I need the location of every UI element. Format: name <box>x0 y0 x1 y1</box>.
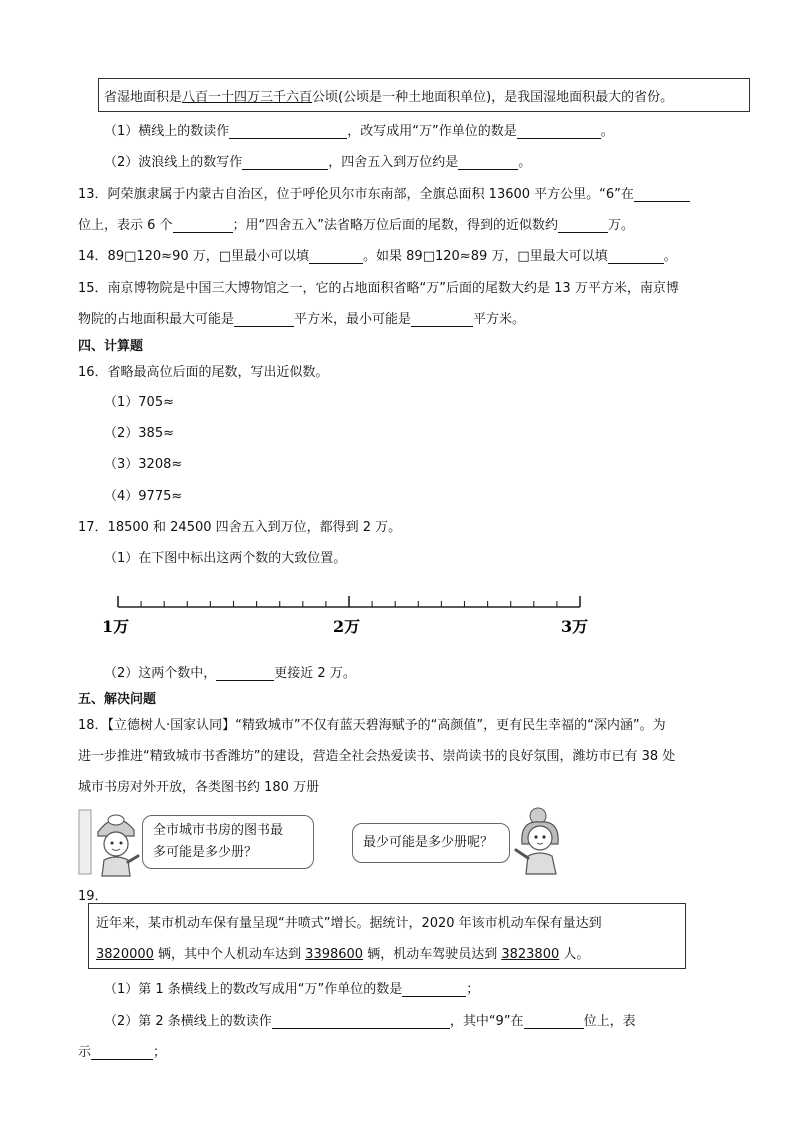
q17-stem: 17．18500 和 24500 四舍五入到万位，都得到 2 万。 <box>78 520 402 535</box>
q16-stem: 16．省略最高位后面的尾数，写出近似数。 <box>78 365 329 380</box>
q15-text-b: 物院的占地面积最大可能是 <box>78 312 235 327</box>
answer-blank[interactable] <box>234 312 294 327</box>
q19-part2-cont <box>78 1041 166 1060</box>
q12-part1-end: 。 <box>600 124 614 139</box>
q12-passage-text-a: 省湿地面积是 <box>104 90 183 105</box>
q13-text-c: ；用“四舍五入”法省略万位后面的尾数，得到的近似数约 <box>232 218 559 233</box>
q18-line2: 进一步推进“精致城市书香潍坊”的建设，营造全社会热爱读书、崇尚读书的良好氛围，潍坊市已有 38 处 <box>78 749 676 764</box>
axis-label-2wan: 2万 <box>333 617 361 636</box>
q19-passage-text-c: 人。 <box>559 947 590 962</box>
q12-part2-end: 。 <box>518 155 532 170</box>
answer-blank[interactable] <box>173 218 233 233</box>
q13-text-d: 万。 <box>608 218 635 233</box>
number-line <box>100 590 600 640</box>
answer-blank[interactable] <box>608 249 664 264</box>
q19-passage-line1: 近年来，某市机动车保有量呈现“井喷式”增长。据统计，2020 年该市机动车保有量达到 <box>96 916 602 931</box>
q12-part2 <box>104 151 531 170</box>
q19-underlined-number-1: 3820000 <box>96 947 154 962</box>
q12-part2-text: （2）波浪线上的数写作 <box>104 155 243 170</box>
q12-passage-text-b: 公顷(公顷是一种土地面积单位)，是我国湿地面积最大的省份。 <box>312 90 674 105</box>
q16-item-2: （2）385≈ <box>104 426 174 441</box>
axis-label-3wan: 3万 <box>561 617 589 636</box>
q19-passage-text-a: 辆，其中个人机动车达到 <box>153 947 306 962</box>
q19-part2-text-b: ，其中“9”在 <box>449 1014 524 1029</box>
q19-part2 <box>104 1010 636 1029</box>
boy-illustration <box>78 806 140 878</box>
q19-part1 <box>104 978 479 997</box>
answer-blank[interactable] <box>524 1014 584 1029</box>
girl-illustration <box>510 804 572 876</box>
q19-part2-text-c: 位上，表 <box>583 1014 636 1029</box>
bubble-girl-text: 最少可能是多少册呢？ <box>363 835 494 850</box>
q15-line1 <box>78 277 679 296</box>
q13-line2 <box>78 214 634 233</box>
q16-item-3: （3）3208≈ <box>104 457 183 472</box>
answer-blank[interactable] <box>91 1045 153 1060</box>
bubble-boy-line1: 全市城市书房的图书最 <box>153 823 284 838</box>
answer-blank[interactable] <box>634 187 690 202</box>
answer-blank[interactable] <box>216 666 274 681</box>
section-heading-4: 四、计算题 <box>78 339 144 354</box>
axis-label-1wan: 1万 <box>102 617 130 636</box>
q15-text-c: 平方米，最小可能是 <box>294 312 412 327</box>
answer-blank[interactable] <box>411 312 473 327</box>
section-heading-5: 五、解决问题 <box>78 692 157 707</box>
answer-blank[interactable] <box>458 155 518 170</box>
answer-blank[interactable] <box>517 124 601 139</box>
q17-part2-text-b: 更接近 2 万。 <box>274 666 356 681</box>
q19-passage-line2 <box>96 943 589 962</box>
q12-passage <box>104 86 673 105</box>
speech-bubble-girl <box>352 823 510 863</box>
answer-blank[interactable] <box>402 982 466 997</box>
q14-text-a: 14．89□120≈90 万，□里最小可以填 <box>78 249 310 264</box>
q16-item-4: （4）9775≈ <box>104 489 183 504</box>
q17-part1: （1）在下图中标出这两个数的大致位置。 <box>104 551 347 566</box>
answer-blank[interactable] <box>242 155 328 170</box>
q12-part2-text-b: ，四舍五入到万位约是 <box>328 155 459 170</box>
q19-part2-text: （2）第 2 条横线上的数读作 <box>104 1014 272 1029</box>
q19-underlined-number-2: 3398600 <box>305 947 364 962</box>
q14-text-b: 。如果 89□120≈89 万，□里最大可以填 <box>363 249 608 264</box>
q12-underlined-number: 八百一十四万三千六百 <box>182 90 313 105</box>
q18-line3: 城市书房对外开放，各类图书约 180 万册 <box>78 780 320 795</box>
q18-line1: 18．【立德树人·国家认同】“精致城市”不仅有蓝天碧海赋予的“高颜值”，更有民生幸福的“深内涵”。为 <box>78 718 666 733</box>
q15-text: 15．南京博物院是中国三大博物馆之一，它的占地面积省略“万”后面的尾数大约是 13 万平方米，南京博 <box>78 281 679 296</box>
q13-text-b: 位上，表示 6 个 <box>78 218 173 233</box>
q19-passage-text-b: 辆，机动车驾驶员达到 <box>363 947 502 962</box>
speech-bubble-boy <box>142 815 314 869</box>
answer-blank[interactable] <box>272 1014 450 1029</box>
q14 <box>78 245 677 264</box>
q19-underlined-number-3: 3823800 <box>501 947 560 962</box>
answer-blank[interactable] <box>309 249 363 264</box>
q19-part1-text: （1）第 1 条横线上的数改写成用“万”作单位的数是 <box>104 982 403 997</box>
q19-part1-end: ； <box>466 982 480 997</box>
q15-text-d: 平方米。 <box>473 312 526 327</box>
q15-line2 <box>78 308 525 327</box>
q12-part1 <box>104 120 614 139</box>
q17-part2 <box>104 662 356 681</box>
bubble-boy-line2: 多可能是多少册？ <box>153 845 258 860</box>
q19-part2-text-d: 示 <box>78 1045 92 1060</box>
q16-item-1: （1）705≈ <box>104 395 174 410</box>
q14-text-c: 。 <box>663 249 677 264</box>
q17-part2-text: （2）这两个数中， <box>104 666 217 681</box>
q13-line1 <box>78 183 690 202</box>
q12-part1-text: （1）横线上的数读作 <box>104 124 230 139</box>
q12-part1-text-b: ，改写成用“万”作单位的数是 <box>347 124 517 139</box>
q19-number: 19． <box>78 889 108 904</box>
answer-blank[interactable] <box>229 124 347 139</box>
q19-part2-end: ； <box>153 1045 167 1060</box>
answer-blank[interactable] <box>558 218 608 233</box>
q13-text: 13．阿荣旗隶属于内蒙古自治区，位于呼伦贝尔市东南部，全旗总面积 13600 平方公里。“6”在 <box>78 187 634 202</box>
